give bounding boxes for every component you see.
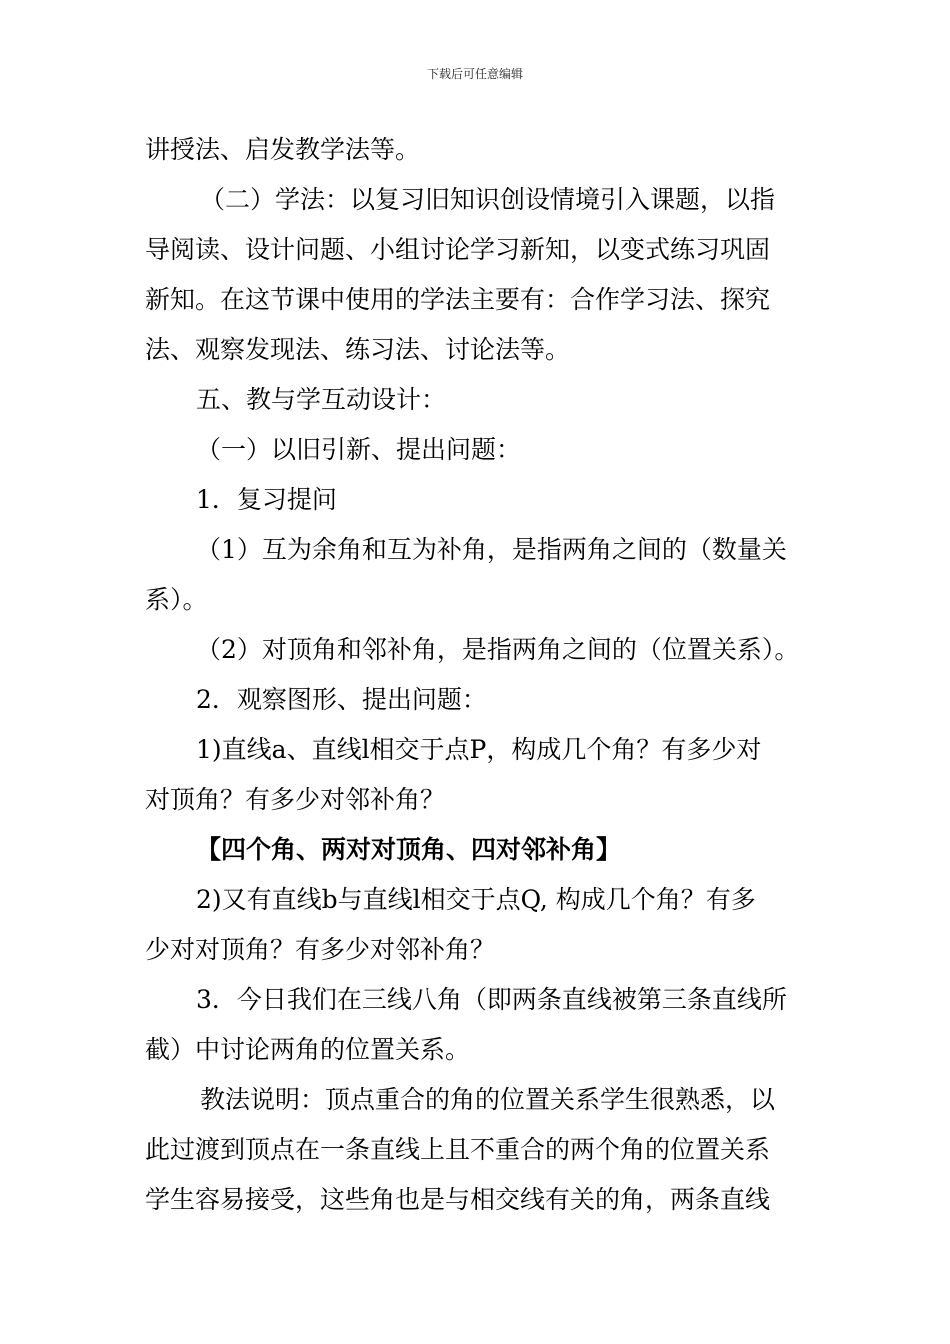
paragraph-line: （二）学法：以复习旧知识创设情境引入课题，以指 xyxy=(200,185,776,214)
text-line: 对顶角？有多少对邻补角？ xyxy=(145,785,446,814)
list-item: （1）互为余角和互为补角，是指两角之间的（数量关 xyxy=(196,535,787,564)
list-item: 2)又有直线b与直线l相交于点Q, 构成几个角？有多 xyxy=(196,885,756,914)
text-line: 此过渡到顶点在一条直线上且不重合的两个角的位置关系 xyxy=(145,1135,771,1164)
text-line: 法、观察发现法、练习法、讨论法等。 xyxy=(145,335,571,364)
text-line: 截）中讨论两角的位置关系。 xyxy=(145,1035,471,1064)
list-item: （2）对顶角和邻补角，是指两角之间的（位置关系）。 xyxy=(196,635,800,664)
text-line: 系）。 xyxy=(145,585,208,614)
page-header: 下载后可任意编辑 xyxy=(426,67,523,81)
list-heading: 3．今日我们在三线八角（即两条直线被第三条直线所 xyxy=(196,985,787,1014)
paragraph-line: 教法说明：顶点重合的角的位置关系学生很熟悉，以 xyxy=(200,1085,776,1114)
text-line: 新知。在这节课中使用的学法主要有：合作学习法、探究 xyxy=(145,285,771,314)
text-line: 导阅读、设计问题、小组讨论学习新知，以变式练习巩固 xyxy=(145,235,771,264)
answer-line: 【四个角、两对对顶角、四对邻补角】 xyxy=(196,835,622,864)
text-line: 讲授法、启发教学法等。 xyxy=(145,135,421,164)
section-heading: 五、教与学互动设计： xyxy=(196,385,447,414)
list-item: 1)直线a、直线l相交于点P，构成几个角？有多少对 xyxy=(196,735,762,764)
text-line: 少对对顶角？有多少对邻补角？ xyxy=(145,935,496,964)
list-heading: 1．复习提问 xyxy=(196,485,337,514)
subsection-heading: （一）以旧引新、提出问题： xyxy=(196,435,522,464)
text-line: 学生容易接受，这些角也是与相交线有关的角，两条直线 xyxy=(145,1185,771,1214)
list-heading: 2．观察图形、提出问题： xyxy=(196,685,487,714)
